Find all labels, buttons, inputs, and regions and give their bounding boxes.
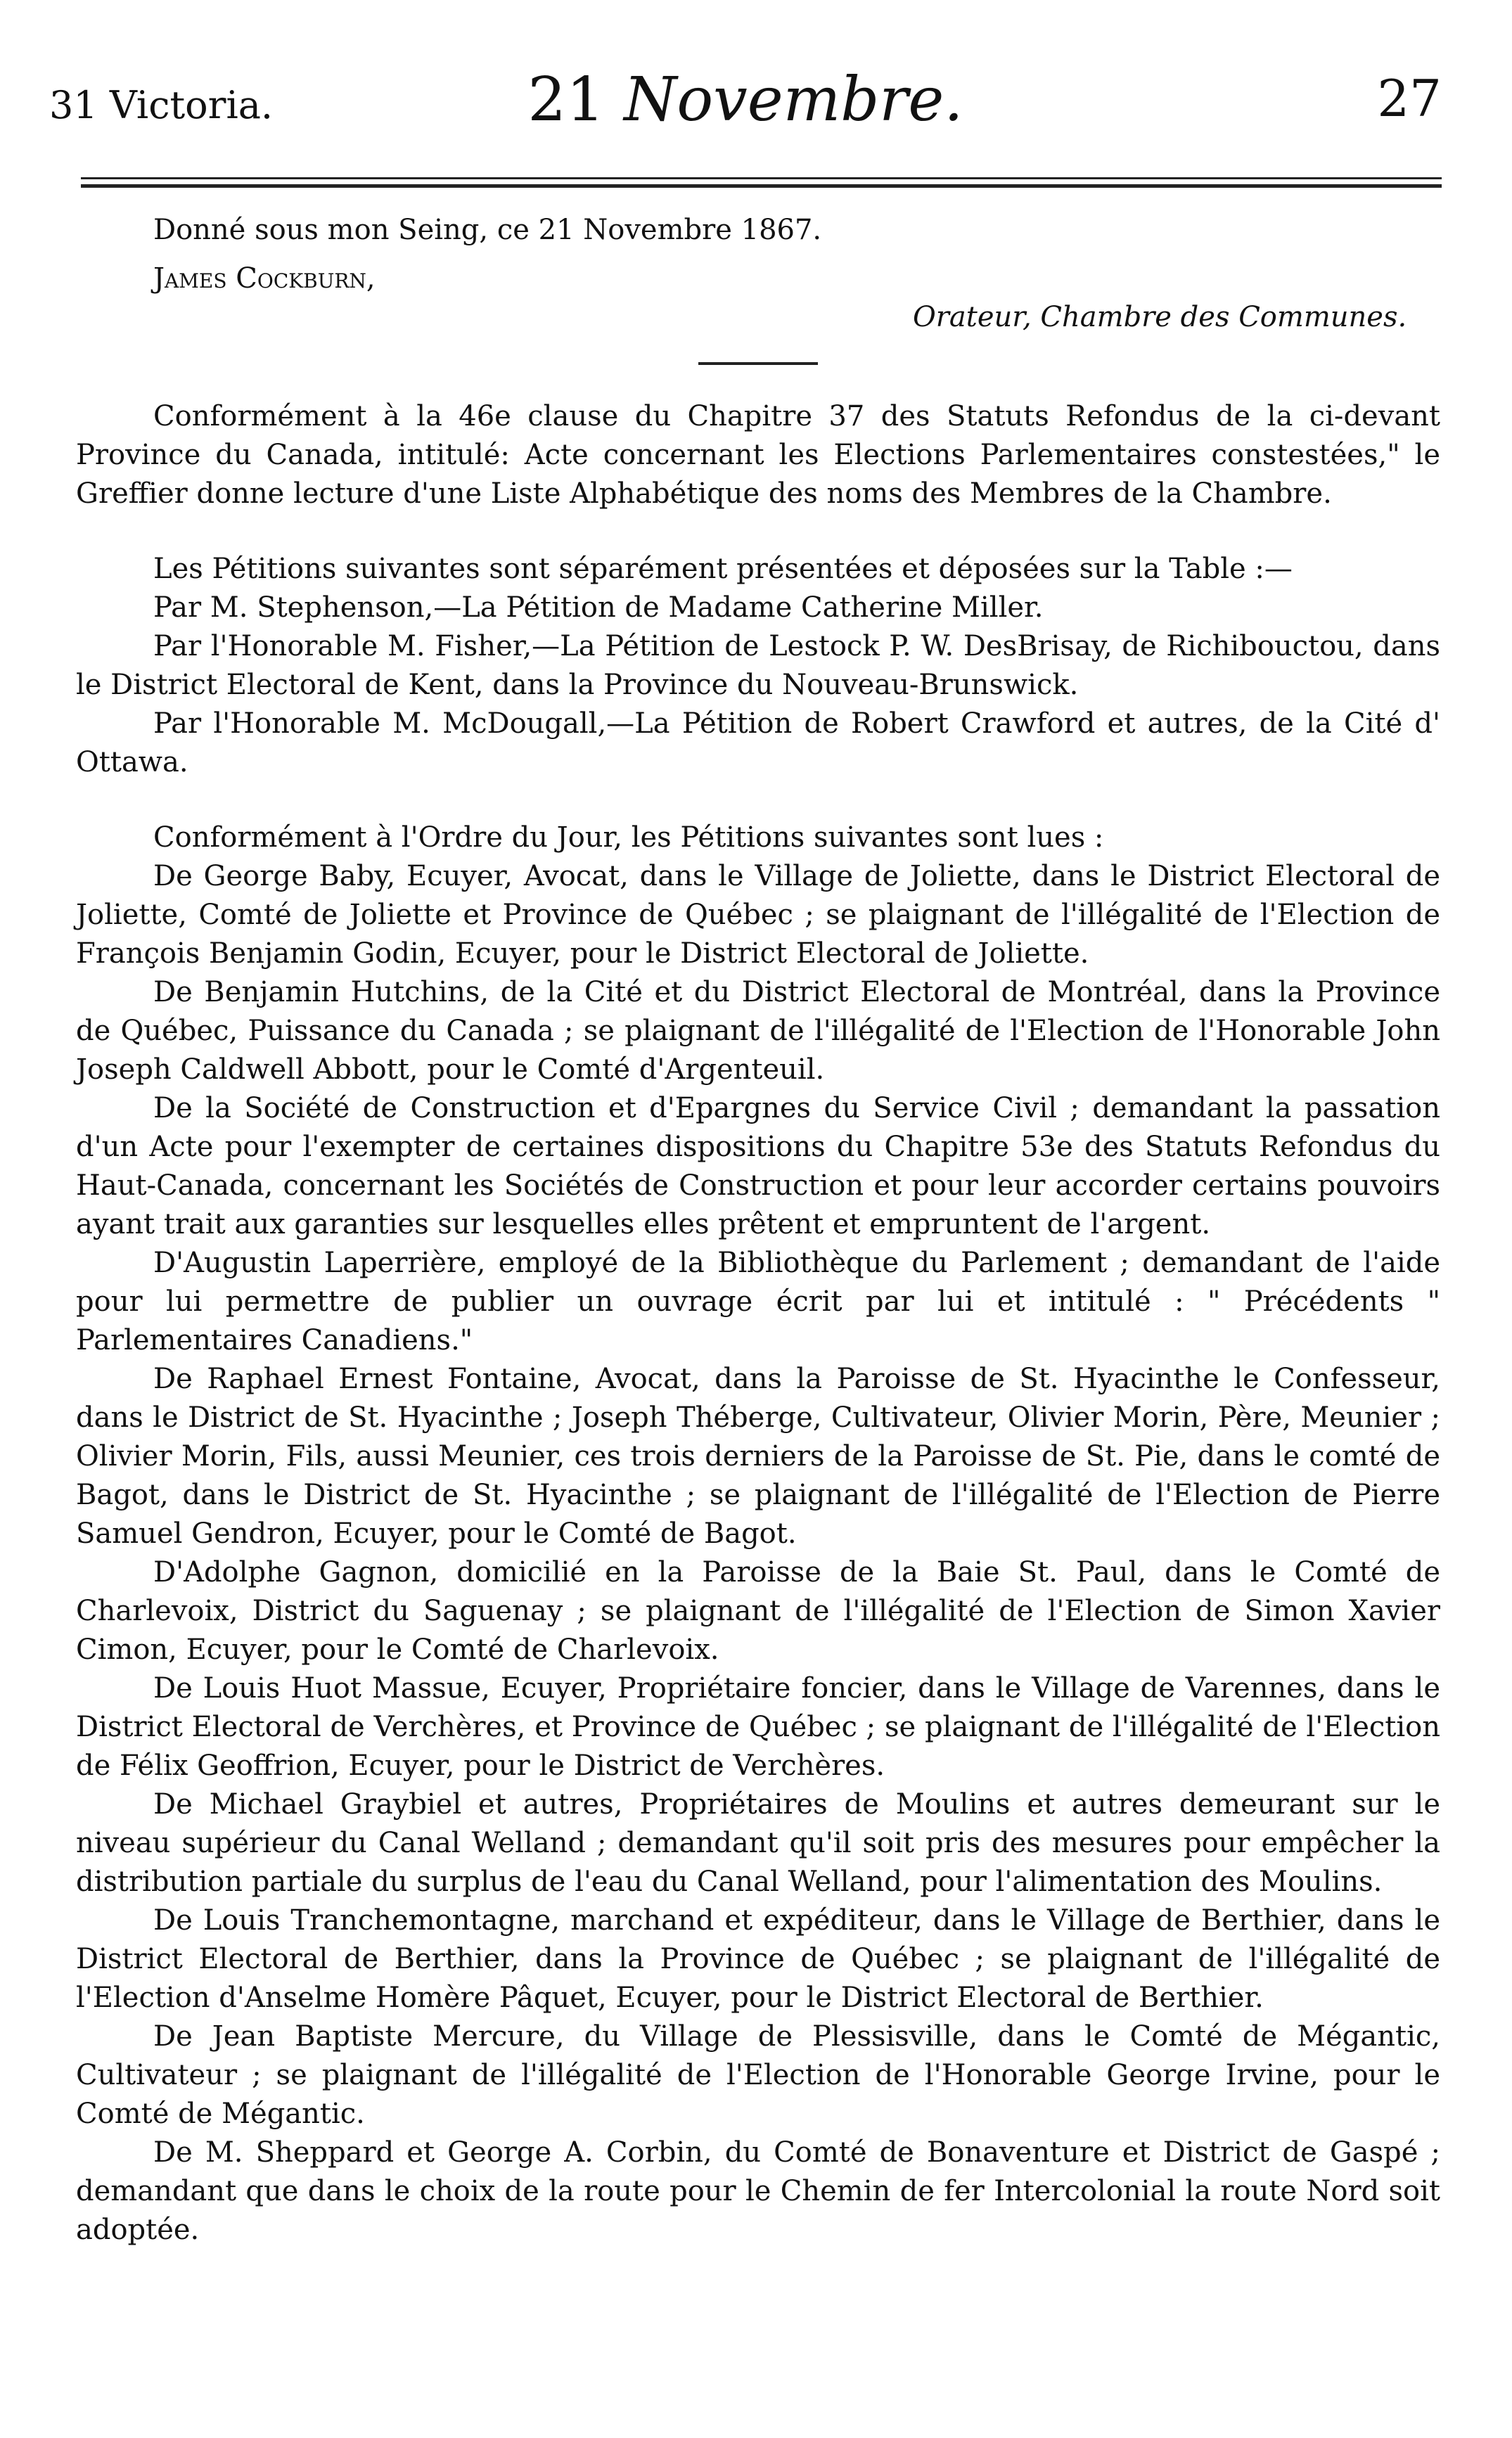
petition-read-item: De la Société de Construction et d'Epargnes du Service Civil ; demandant la passation d'un Acte pour l'exempter de certaines dispositions du Chapitre 53e des Statuts Refondus du Haut-Canada, concernant les Sociétés de Construction et pour leur accorder certains pouvoirs ayant trait aux garanties sur lesquelles elles prêtent et empruntent de l'argent.: [76, 1092, 1440, 1240]
regnal-year: 31 Victoria.: [49, 83, 274, 127]
header-rule-top: [81, 177, 1442, 179]
signature-name: James Cockburn,: [153, 262, 376, 295]
date-month: Novembre.: [624, 65, 963, 135]
petition-presented-item: Par M. Stephenson,—La Pétition de Madame Catherine Miller.: [153, 591, 1044, 624]
petitions-presented-intro: Les Pétitions suivantes sont séparément présentées et déposées sur la Table :—: [153, 553, 1293, 585]
petition-read-item: D'Adolphe Gagnon, domicilié en la Paroisse de la Baie St. Paul, dans le Comté de Charlevoix, District du Saguenay ; se plaignant de l'illégalité de l'Election de Simon Xavier Cimon, Ecuyer, pour le Comté de Charlevoix.: [76, 1556, 1440, 1666]
petition-read-item: D'Augustin Laperrière, employé de la Bibliothèque du Parlement ; demandant de l'aide pour lui permettre de publier un ouvrage écrit par lui et intitulé : " Précédents " Parlementaires Canadiens.": [76, 1247, 1440, 1356]
signature-given: Donné sous mon Seing, ce 21 Novembre 1867.: [153, 214, 822, 246]
petition-read-item: De Jean Baptiste Mercure, du Village de Plessisville, dans le Comté de Mégantic, Cultivateur ; se plaignant de l'illégalité de l'Election de l'Honorable George Irvine, pour le Comté de Mégantic.: [76, 2020, 1440, 2130]
petition-read-item: De M. Sheppard et George A. Corbin, du Comté de Bonaventure et District de Gaspé ; demandant que dans le choix de la route pour le Chemin de fer Intercolonial la route Nord soit adoptée.: [76, 2136, 1440, 2246]
petition-read-item: De George Baby, Ecuyer, Avocat, dans le Village de Joliette, dans le District Electoral de Joliette, Comté de Joliette et Province de Québec ; se plaignant de l'illégalité de l'Election de François Benjamin Godin, Ecuyer, pour le District Electoral de Joliette.: [76, 860, 1440, 970]
page-body: [76, 211, 1440, 2250]
petitions-read-intro: Conformément à l'Ordre du Jour, les Pétitions suivantes sont lues :: [153, 821, 1104, 854]
page-number: 27: [1377, 69, 1442, 128]
page-header: [49, 65, 1442, 142]
petition-read-item: De Michael Graybiel et autres, Propriétaires de Moulins et autres demeurant sur le niveau supérieur du Canal Welland ; demandant qu'il soit pris des mesures pour empêcher la distribution partiale du surplus de l'eau du Canal Welland, pour l'alimentation des Moulins.: [76, 1788, 1440, 1898]
petition-read-item: De Raphael Ernest Fontaine, Avocat, dans la Paroisse de St. Hyacinthe le Confesseur, dans le District de St. Hyacinthe ; Joseph Théberge, Cultivateur, Olivier Morin, Père, Meunier ; Olivier Morin, Fils, aussi Meunier, ces trois derniers de la Paroisse de St. Pie, dans le comté de Bagot, dans le District de St. Hyacinthe ; se plaignant de l'illégalité de l'Election de Pierre Samuel Gendron, Ecuyer, pour le Comté de Bagot.: [76, 1363, 1440, 1550]
signature-title: Orateur, Chambre des Communes.: [913, 301, 1407, 333]
conformement-paragraph: Conformément à la 46e clause du Chapitre 37 des Statuts Refondus de la ci-devant Province du Canada, intitulé: Acte concernant les Elections Parlementaires constestées," le Greffier donne lecture d'une Liste Alphabétique des noms des Membres de la Chambre.: [76, 400, 1440, 510]
petition-read-item: De Louis Huot Massue, Ecuyer, Propriétaire foncier, dans le Village de Varennes, dans le District Electoral de Verchères, et Province de Québec ; se plaignant de l'illégalité de l'Election de Félix Geoffrion, Ecuyer, pour le District de Verchères.: [76, 1672, 1440, 1782]
petition-read-item: De Benjamin Hutchins, de la Cité et du District Electoral de Montréal, dans la Province de Québec, Puissance du Canada ; se plaignant de l'illégalité de l'Election de l'Honorable John Joseph Caldwell Abbott, pour le Comté d'Argenteuil.: [76, 976, 1440, 1086]
petition-read-item: De Louis Tranchemontagne, marchand et expéditeur, dans le Village de Berthier, dans le District Electoral de Berthier, dans la Province de Québec ; se plaignant de l'illégalité de l'Election d'Anselme Homère Pâquet, Ecuyer, pour le District Electoral de Berthier.: [76, 1904, 1440, 2014]
petition-presented-item: Par l'Honorable M. Fisher,—La Pétition de Lestock P. W. DesBrisay, de Richibouctou, dans le District Electoral de Kent, dans la Province du Nouveau-Brunswick.: [76, 630, 1440, 701]
petition-presented-item: Par l'Honorable M. McDougall,—La Pétition de Robert Crawford et autres, de la Cité d' Ottawa.: [76, 707, 1440, 778]
page-date: [49, 65, 1442, 135]
date-day: 21: [527, 65, 605, 135]
section-divider: [698, 362, 818, 365]
header-rule-bottom: [81, 184, 1442, 188]
